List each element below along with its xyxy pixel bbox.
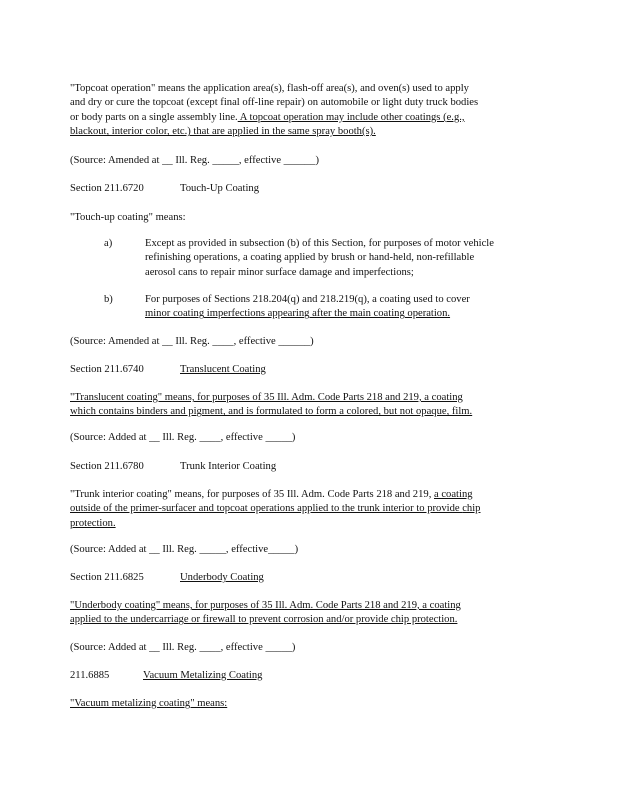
section-6885-heading	[70, 669, 550, 683]
item-a-line-2: refinishing operations, a coating applied by brush or hand-held, non-refillable	[145, 252, 475, 264]
vacuum-intro: "Vacuum metalizing coating" means:	[70, 698, 228, 709]
section-6740-title: Translucent Coating	[180, 364, 266, 375]
translucent-line-1: "Translucent coating" means, for purposes of 35 Ill. Adm. Code Parts 218 and 219, a coating	[70, 392, 463, 403]
trunk-line-1-amendment: a coating	[434, 489, 473, 500]
item-a-marker: a)	[104, 238, 113, 249]
section-6825-heading	[70, 571, 550, 585]
translucent-source-note: (Source: Added at __ Ill. Reg. ____, effective _____)	[70, 432, 296, 443]
touchup-intro: "Touch-up coating" means:	[70, 212, 186, 223]
touchup-source-note: (Source: Amended at __ Ill. Reg. ____, effective ______)	[70, 336, 314, 347]
item-b-marker: b)	[104, 294, 113, 305]
topcoat-line-3-plain: or body parts on a single assembly line.	[70, 111, 238, 123]
topcoat-line-3	[70, 111, 550, 125]
section-6885-number: 211.6885	[70, 670, 110, 681]
topcoat-definition	[70, 82, 550, 140]
trunk-line-2-amendment: chip	[462, 503, 481, 515]
item-b-line-2: minor coating imperfections appearing after the main coating operation.	[145, 308, 451, 320]
section-6825-number: Section 211.6825	[70, 572, 144, 583]
section-6720-number: Section 211.6720	[70, 183, 144, 194]
section-6740-heading	[70, 363, 550, 377]
underbody-line-1: "Underbody coating" means, for purposes of 35 Ill. Adm. Code Parts 218 and 219, a coating	[70, 600, 461, 611]
touchup-item-b	[104, 293, 544, 325]
trunk-line-1	[70, 488, 550, 502]
topcoat-line-1: "Topcoat operation" means the application area(s), flash-off area(s), and oven(s) used to apply	[70, 83, 469, 94]
section-6780-heading	[70, 460, 550, 474]
trunk-line-1-plain: "Trunk interior coating" means, for purposes of 35 Ill. Adm. Code Parts 218 and 219,	[70, 489, 434, 500]
item-a-line-3: aerosol cans to repair minor surface damage and imperfections;	[145, 266, 414, 278]
topcoat-line-4-amendment: blackout, interior color, etc.) that are applied in the same spray booth(s).	[70, 126, 376, 138]
underbody-source-note: (Source: Added at __ Ill. Reg. ____, effective _____)	[70, 642, 296, 653]
section-6780-title: Trunk Interior Coating	[180, 461, 277, 472]
section-6885-title: Vacuum Metalizing Coating	[143, 670, 263, 681]
translucent-definition	[70, 391, 550, 420]
underbody-definition	[70, 599, 550, 628]
topcoat-line-3-amendment: A topcoat operation may include other coatings (e.g.,	[237, 111, 465, 123]
trunk-definition	[70, 488, 550, 531]
item-a-line-1: Except as provided in subsection (b) of this Section, for purposes of motor vehicle	[145, 238, 494, 249]
topcoat-source-note: (Source: Amended at __ Ill. Reg. _____, effective ______)	[70, 155, 319, 166]
topcoat-line-2: and dry or cure the topcoat (except final off-line repair) on automobile or light duty truck bodies	[70, 97, 479, 109]
trunk-line-2-plain: outside of the primer-surfacer and topcoat operations applied to the trunk interior to provide	[70, 503, 463, 515]
section-6740-number: Section 211.6740	[70, 364, 144, 375]
section-6720-title: Touch-Up Coating	[180, 183, 259, 194]
trunk-source-note: (Source: Added at __ Ill. Reg. _____, effective_____)	[70, 544, 299, 555]
touchup-item-a	[104, 237, 544, 285]
section-6720-heading	[70, 182, 550, 196]
section-6780-number: Section 211.6780	[70, 461, 144, 472]
item-b-line-1: For purposes of Sections 218.204(q) and 218.219(q), a coating used to cover	[145, 294, 470, 305]
section-6825-title: Underbody Coating	[180, 572, 264, 583]
underbody-line-2: applied to the undercarriage or firewall to prevent corrosion and/or provide chip protection.	[70, 614, 458, 626]
translucent-line-2: which contains binders and pigment, and is formulated to form a colored, but not opaque, film.	[70, 406, 473, 418]
trunk-line-3: protection.	[70, 517, 116, 529]
trunk-line-2	[70, 502, 550, 516]
